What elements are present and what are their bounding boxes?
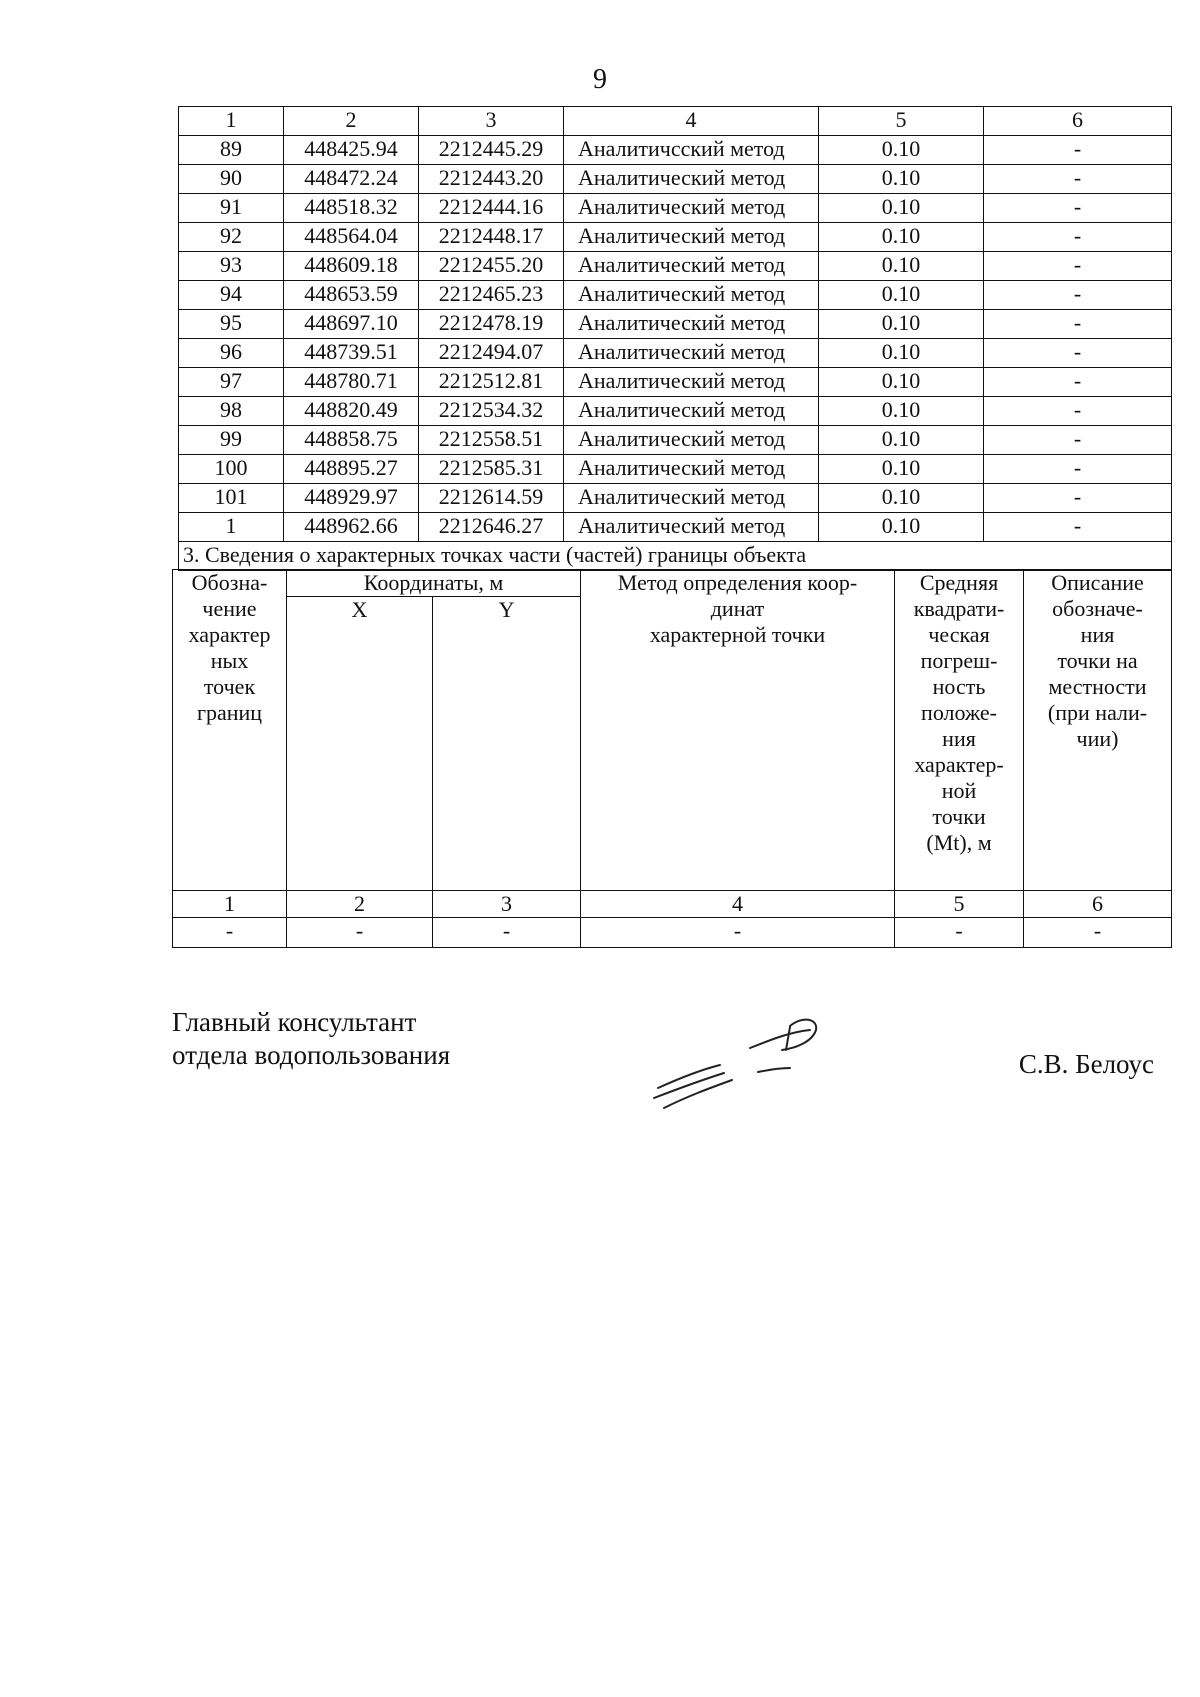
header-line: Средняя [919, 570, 999, 595]
table-row [179, 165, 1172, 194]
header-line: динат [710, 596, 765, 621]
table-row [179, 339, 1172, 368]
method: Аналитический метод [564, 513, 819, 542]
method: Аналитический метод [564, 339, 819, 368]
signatory-position [172, 1006, 450, 1072]
coordinate-y: 2212494.07 [419, 339, 564, 368]
table-row [179, 455, 1172, 484]
point-number: 96 [179, 339, 284, 368]
header-line: Обозна- [191, 570, 268, 595]
point-number: 90 [179, 165, 284, 194]
coordinate-y: 2212443.20 [419, 165, 564, 194]
part-boundary-points-table [172, 569, 1172, 948]
point-number: 101 [179, 484, 284, 513]
point-number: 92 [179, 223, 284, 252]
coordinate-y: 2212445.29 [419, 136, 564, 165]
column-number: 2 [287, 891, 433, 918]
point-number: 1 [179, 513, 284, 542]
coordinate-x: 448780.71 [284, 368, 419, 397]
column-number: 6 [984, 107, 1172, 136]
section-title-row [179, 542, 1172, 571]
header-line: (при нали- [1047, 700, 1148, 725]
column-number: 6 [1024, 891, 1172, 918]
header-line: ческая [928, 622, 990, 647]
mean-square-error: 0.10 [819, 281, 984, 310]
point-number: 100 [179, 455, 284, 484]
coordinate-y: 2212444.16 [419, 194, 564, 223]
header-line: (Mt), м [926, 830, 992, 855]
coordinate-x: 448895.27 [284, 455, 419, 484]
header-line: точки [932, 804, 986, 829]
coordinate-x: 448739.51 [284, 339, 419, 368]
method: Аналитический метод [564, 165, 819, 194]
point-description: - [984, 165, 1172, 194]
point-number: 98 [179, 397, 284, 426]
coordinate-x: 448858.75 [284, 426, 419, 455]
method: Аналитический метод [564, 368, 819, 397]
coordinate-y: 2212455.20 [419, 252, 564, 281]
point-description: - [984, 484, 1172, 513]
method-header [581, 570, 895, 891]
table-row [179, 136, 1172, 165]
point-description: - [984, 223, 1172, 252]
mean-square-error: 0.10 [819, 194, 984, 223]
column-number: 3 [419, 107, 564, 136]
header-line: характер- [914, 752, 1004, 777]
point-description-header [1024, 570, 1172, 891]
point-number: 95 [179, 310, 284, 339]
empty-cell: - [1024, 918, 1172, 948]
point-number: 89 [179, 136, 284, 165]
empty-cell: - [173, 918, 287, 948]
header-line: ность [932, 674, 986, 699]
method: Аналитический метод [564, 252, 819, 281]
column-number: 3 [433, 891, 581, 918]
column-number: 5 [895, 891, 1024, 918]
coordinate-x: 448472.24 [284, 165, 419, 194]
method: Аналитичсский метод [564, 136, 819, 165]
position-line: Главный консультант [172, 1007, 417, 1037]
page-number: 9 [593, 64, 607, 95]
mean-square-error: 0.10 [819, 455, 984, 484]
header-line: Описание [1051, 570, 1144, 595]
point-description: - [984, 513, 1172, 542]
header-line: границ [196, 700, 263, 725]
point-description: - [984, 339, 1172, 368]
method: Аналитический метод [564, 194, 819, 223]
coordinate-x: 448518.32 [284, 194, 419, 223]
y-header: Y [433, 597, 581, 891]
mean-square-error: 0.10 [819, 484, 984, 513]
header-line: положе- [921, 700, 997, 725]
mean-square-error: 0.10 [819, 136, 984, 165]
point-description: - [984, 252, 1172, 281]
coordinate-x: 448609.18 [284, 252, 419, 281]
coordinate-y: 2212614.59 [419, 484, 564, 513]
header-row [173, 570, 1172, 597]
table-row [179, 368, 1172, 397]
empty-cell: - [287, 918, 433, 948]
point-description: - [984, 368, 1172, 397]
coordinate-x: 448929.97 [284, 484, 419, 513]
coordinate-x: 448962.66 [284, 513, 419, 542]
column-number-row [179, 107, 1172, 136]
mean-square-error: 0.10 [819, 223, 984, 252]
coordinate-x: 448564.04 [284, 223, 419, 252]
coordinate-x: 448820.49 [284, 397, 419, 426]
method: Аналитический метод [564, 455, 819, 484]
point-description: - [984, 194, 1172, 223]
mean-square-error: 0.10 [819, 339, 984, 368]
designation-header [173, 570, 287, 891]
signatory-name: С.В. Белоус [1018, 1049, 1154, 1079]
table-row [179, 513, 1172, 542]
coordinate-y: 2212512.81 [419, 368, 564, 397]
header-line: ных [210, 648, 249, 673]
column-number-row [173, 891, 1172, 918]
table-row [179, 281, 1172, 310]
coordinate-y: 2212534.32 [419, 397, 564, 426]
method: Аналитический метод [564, 484, 819, 513]
coordinate-x: 448653.59 [284, 281, 419, 310]
coordinate-y: 2212465.23 [419, 281, 564, 310]
header-line: чение [202, 596, 257, 621]
table-row [179, 310, 1172, 339]
coordinate-y: 2212646.27 [419, 513, 564, 542]
point-number: 91 [179, 194, 284, 223]
header-line: квадрати- [913, 596, 1005, 621]
coordinates-header: Координаты, м [287, 570, 581, 597]
method: Аналитический метод [564, 223, 819, 252]
point-number: 94 [179, 281, 284, 310]
point-number: 93 [179, 252, 284, 281]
header-line: обозначе- [1052, 596, 1143, 621]
point-description: - [984, 281, 1172, 310]
column-number: 1 [173, 891, 287, 918]
x-header: X [287, 597, 433, 891]
header-line: местности [1048, 674, 1147, 699]
position-line: отдела водопользования [172, 1040, 451, 1070]
table-row [179, 397, 1172, 426]
coordinate-y: 2212585.31 [419, 455, 564, 484]
table-row [179, 484, 1172, 513]
mean-square-error: 0.10 [819, 426, 984, 455]
empty-cell: - [433, 918, 581, 948]
method: Аналитический метод [564, 310, 819, 339]
header-line: погреш- [920, 648, 998, 673]
method: Аналитический метод [564, 426, 819, 455]
header-line: Метод определения коор- [617, 570, 858, 595]
point-number: 99 [179, 426, 284, 455]
boundary-points-table [178, 106, 1172, 571]
coordinate-y: 2212478.19 [419, 310, 564, 339]
column-number: 4 [564, 107, 819, 136]
mean-square-error: 0.10 [819, 310, 984, 339]
header-line: точек [203, 674, 256, 699]
method: Аналитический метод [564, 281, 819, 310]
point-description: - [984, 310, 1172, 339]
method: Аналитический метод [564, 397, 819, 426]
mean-square-error: 0.10 [819, 397, 984, 426]
header-line: чии) [1076, 726, 1119, 751]
mean-square-error: 0.10 [819, 165, 984, 194]
mean-square-error: 0.10 [819, 252, 984, 281]
header-line: ния [1080, 622, 1115, 647]
mean-square-error: 0.10 [819, 513, 984, 542]
table-row [179, 223, 1172, 252]
point-description: - [984, 136, 1172, 165]
table-row [179, 194, 1172, 223]
header-line: ной [941, 778, 977, 803]
point-number: 97 [179, 368, 284, 397]
coordinate-x: 448425.94 [284, 136, 419, 165]
table-row [179, 426, 1172, 455]
coordinate-y: 2212558.51 [419, 426, 564, 455]
header-line: точки на [1057, 648, 1138, 673]
coordinate-x: 448697.10 [284, 310, 419, 339]
column-number: 2 [284, 107, 419, 136]
column-number: 4 [581, 891, 895, 918]
point-description: - [984, 397, 1172, 426]
empty-cell: - [895, 918, 1024, 948]
column-number: 1 [179, 107, 284, 136]
header-line: ния [942, 726, 976, 751]
section-title: 3. Сведения о характерных точках части (частей) границы объекта [179, 542, 1172, 571]
mean-square-error: 0.10 [819, 368, 984, 397]
point-description: - [984, 455, 1172, 484]
empty-cell: - [581, 918, 895, 948]
point-description: - [984, 426, 1172, 455]
mean-square-error-header [895, 570, 1024, 891]
handwritten-signature [640, 1010, 840, 1120]
header-line: характер [188, 622, 271, 647]
table-row [179, 252, 1172, 281]
table-row [173, 918, 1172, 948]
column-number: 5 [819, 107, 984, 136]
coordinate-y: 2212448.17 [419, 223, 564, 252]
header-line: характерной точки [649, 622, 826, 647]
